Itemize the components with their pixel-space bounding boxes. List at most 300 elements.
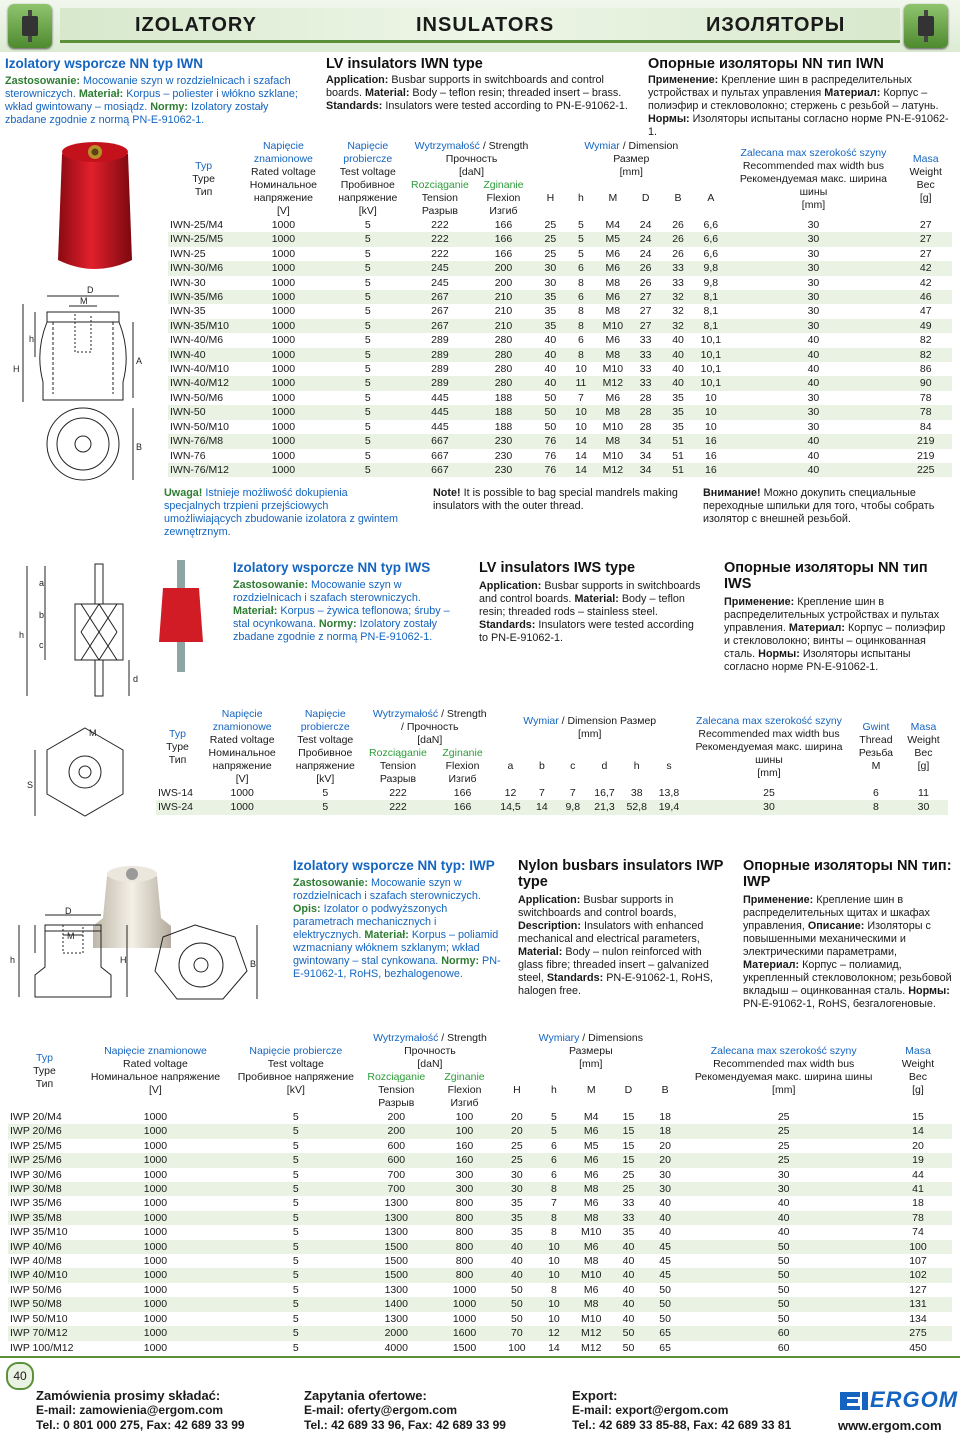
th-text: [mm] bbox=[801, 198, 826, 211]
value-cell: 166 bbox=[431, 800, 495, 814]
value-cell: M8 bbox=[572, 1211, 610, 1225]
value-cell: 35 bbox=[672, 420, 684, 433]
iws-en-desc bbox=[479, 560, 704, 645]
th-text: напряжение bbox=[253, 192, 313, 204]
label: Materiał: bbox=[364, 929, 409, 941]
text: Korpus – poliester i włókno szklane; wkład gwintowany – mosiądz. bbox=[5, 88, 298, 113]
value-cell: 24 bbox=[629, 232, 661, 246]
value-cell: 1000 bbox=[239, 376, 327, 390]
value-cell: 32 bbox=[672, 305, 684, 318]
th-text: Type bbox=[166, 740, 189, 753]
value-cell: 25 bbox=[763, 787, 775, 799]
th-text: [V] bbox=[149, 1084, 162, 1096]
table-row bbox=[8, 1312, 952, 1326]
th-dim: h bbox=[633, 760, 640, 772]
text: Корпус – полиамид, укрепленный стекловолокном; резьбовой вкладыш – оцинкованная сталь. bbox=[743, 959, 952, 997]
value-cell: M8 bbox=[572, 1182, 610, 1196]
value-cell: 230 bbox=[472, 434, 535, 448]
th-dim: H bbox=[513, 1084, 521, 1096]
value-cell: 30 bbox=[727, 319, 899, 333]
th-text: [kV] bbox=[286, 1084, 305, 1096]
svg-text:S: S bbox=[27, 780, 34, 790]
label: Zastosowanie: bbox=[293, 877, 368, 889]
value-cell: 200 bbox=[387, 1111, 406, 1123]
value-cell: 50 bbox=[511, 1312, 523, 1325]
label: Zastosowanie: bbox=[5, 75, 80, 87]
value-cell: 18 bbox=[659, 1111, 671, 1123]
th-text: Wymiar bbox=[523, 714, 559, 727]
table-row bbox=[168, 247, 952, 261]
value-cell: 5 bbox=[364, 334, 371, 347]
label: Описание: bbox=[807, 920, 865, 932]
th-text: Test voltage bbox=[339, 166, 396, 178]
value-cell: 40 bbox=[807, 334, 820, 347]
value-cell: 25 bbox=[535, 232, 566, 246]
value-cell: 51 bbox=[662, 463, 694, 477]
table-row bbox=[156, 800, 948, 814]
th-dim: B bbox=[674, 192, 682, 204]
footer-title: Export: bbox=[572, 1388, 618, 1403]
th-text: / Strength bbox=[441, 1032, 487, 1044]
value-cell: 1300 bbox=[384, 1283, 408, 1296]
value-cell: 10 bbox=[694, 405, 727, 419]
type-cell: IWP 20/M4 bbox=[10, 1111, 62, 1123]
value-cell: 42 bbox=[919, 276, 932, 289]
svg-text:A: A bbox=[136, 356, 143, 366]
value-cell: 2000 bbox=[362, 1326, 431, 1340]
value-cell: 5 bbox=[230, 1240, 362, 1254]
value-cell: 445 bbox=[408, 405, 472, 419]
value-cell: 1000 bbox=[239, 405, 327, 419]
table-row bbox=[168, 218, 952, 232]
value-cell: 32 bbox=[662, 290, 694, 304]
th-text: Recommended max width bus bbox=[742, 159, 885, 172]
type-cell: IWN-30 bbox=[170, 276, 206, 289]
th-text: Zginanie bbox=[442, 747, 483, 759]
value-cell: 74 bbox=[912, 1226, 924, 1239]
value-cell: 1000 bbox=[271, 420, 296, 433]
th-dim: D bbox=[641, 192, 650, 204]
th-text: Zalecana max szerokość szyny bbox=[710, 1045, 857, 1057]
value-cell: 1000 bbox=[199, 800, 285, 814]
value-cell: 30 bbox=[899, 800, 948, 814]
label: Normy: bbox=[150, 101, 189, 113]
value-cell: 5 bbox=[230, 1182, 362, 1196]
value-cell: 11 bbox=[566, 376, 597, 390]
th-text: [kV] bbox=[358, 205, 377, 217]
th-text: шины bbox=[755, 753, 783, 766]
label: Standards: bbox=[326, 100, 383, 112]
th-text: Zalecana max szerokość szyny bbox=[740, 146, 887, 159]
value-cell: 35 bbox=[544, 305, 557, 318]
svg-text:h: h bbox=[19, 630, 25, 640]
value-cell: 20 bbox=[511, 1111, 523, 1123]
text: Корпус – полиэфир и стекловолокно; винты – оцинкованная сталь. bbox=[724, 622, 946, 660]
iwn-technical-drawing bbox=[5, 282, 155, 482]
value-cell: 50 bbox=[511, 1283, 523, 1296]
website-link[interactable]: www.ergom.com bbox=[838, 1418, 942, 1433]
footer-email[interactable]: E-mail: export@ergom.com bbox=[572, 1403, 729, 1417]
th-text: Typ bbox=[195, 159, 213, 172]
value-cell: 289 bbox=[408, 348, 472, 362]
value-cell: 82 bbox=[919, 334, 932, 347]
type-cell: IWS-24 bbox=[156, 800, 199, 814]
value-cell: 51 bbox=[662, 434, 694, 448]
th-text: / Strength bbox=[441, 708, 487, 720]
value-cell: 50 bbox=[659, 1312, 671, 1325]
value-cell: 35 bbox=[622, 1226, 635, 1239]
type-cell: IWP 40/M10 bbox=[8, 1268, 81, 1282]
table-row bbox=[8, 1240, 952, 1254]
th-text: Рекомендуемая макс. ширина bbox=[739, 172, 887, 185]
svg-text:h: h bbox=[10, 955, 16, 965]
table-row bbox=[168, 348, 952, 362]
th-text: [mm] bbox=[757, 766, 781, 779]
footer-email[interactable]: E-mail: zamowienia@ergom.com bbox=[36, 1403, 224, 1417]
value-cell: 15 bbox=[622, 1111, 635, 1123]
label: Материал: bbox=[788, 622, 846, 634]
value-cell: 30 bbox=[659, 1168, 671, 1181]
value-cell: 800 bbox=[455, 1197, 474, 1210]
value-cell: 15 bbox=[622, 1139, 635, 1152]
value-cell: 50 bbox=[622, 1341, 635, 1354]
svg-text:H: H bbox=[13, 364, 20, 374]
th-text: [V] bbox=[276, 205, 290, 217]
value-cell: 7 bbox=[551, 1197, 557, 1210]
value-cell: 40 bbox=[727, 348, 899, 362]
value-cell: 1000 bbox=[239, 261, 327, 275]
value-cell: M6 bbox=[572, 1124, 610, 1138]
table-row bbox=[156, 786, 948, 800]
value-cell: 1000 bbox=[81, 1240, 230, 1254]
value-cell: 245 bbox=[408, 261, 472, 275]
value-cell: 1000 bbox=[81, 1297, 230, 1311]
value-cell: M6 bbox=[583, 1283, 599, 1296]
text: Крепление шин в распределительных устройствах и пультах управления bbox=[648, 74, 912, 99]
label: Standards: bbox=[479, 619, 536, 631]
value-cell: 6 bbox=[551, 1139, 557, 1152]
value-cell: 30 bbox=[683, 1182, 883, 1196]
value-cell: 34 bbox=[639, 449, 652, 462]
value-cell: 16 bbox=[694, 463, 727, 477]
value-cell: 222 bbox=[389, 787, 407, 799]
type-cell: IWN-76/M12 bbox=[168, 463, 239, 477]
value-cell: 1300 bbox=[384, 1197, 408, 1210]
type-cell: IWN-35/M10 bbox=[168, 319, 239, 333]
svg-text:H: H bbox=[120, 955, 127, 965]
value-cell: 5 bbox=[322, 787, 329, 799]
th-text: Typ bbox=[36, 1051, 53, 1064]
value-cell: 1000 bbox=[143, 1312, 168, 1325]
value-cell: 20 bbox=[912, 1139, 924, 1152]
table-row bbox=[8, 1196, 952, 1210]
value-cell: 5 bbox=[292, 1255, 299, 1268]
svg-text:c: c bbox=[39, 640, 44, 650]
value-cell: 5 bbox=[364, 305, 371, 318]
header-title-ru: ИЗОЛЯТОРЫ bbox=[706, 14, 846, 36]
th-text: Прочность bbox=[404, 1045, 456, 1057]
value-cell: 27 bbox=[629, 290, 661, 304]
type-cell: IWP 30/M6 bbox=[10, 1168, 62, 1181]
value-cell: 25 bbox=[683, 1124, 883, 1138]
label: Application: bbox=[518, 894, 581, 906]
value-cell: 5 bbox=[328, 405, 408, 419]
value-cell: 6 bbox=[578, 334, 584, 347]
th-text: Wytrzymałość bbox=[373, 1032, 439, 1044]
value-cell: 230 bbox=[472, 463, 535, 477]
th-dim: h bbox=[551, 1084, 557, 1096]
th-dim: a bbox=[507, 760, 514, 772]
value-cell: 107 bbox=[909, 1255, 927, 1268]
value-cell: 78 bbox=[899, 405, 952, 419]
table-row bbox=[168, 449, 952, 463]
value-cell: 35 bbox=[498, 1211, 535, 1225]
text: It is possible to bag special mandrels making insulators with the outer thread. bbox=[433, 487, 678, 512]
value-cell: 5 bbox=[292, 1111, 299, 1123]
value-cell: 5 bbox=[578, 247, 584, 260]
value-cell: M8 bbox=[583, 1255, 599, 1268]
value-cell: 210 bbox=[494, 305, 513, 318]
th-text: Weight bbox=[909, 166, 942, 178]
value-cell: 1000 bbox=[143, 1283, 168, 1296]
table-row bbox=[8, 1124, 952, 1138]
value-cell: 30 bbox=[807, 391, 820, 404]
svg-text:M: M bbox=[67, 931, 75, 941]
value-cell: 445 bbox=[431, 420, 449, 433]
th-text: Napięcie bbox=[304, 708, 346, 720]
iwp-pl-desc bbox=[293, 858, 503, 981]
value-cell: 6,6 bbox=[703, 219, 719, 231]
value-cell: 78 bbox=[919, 391, 932, 404]
value-cell: 19 bbox=[884, 1153, 952, 1167]
th-text: Masa bbox=[910, 721, 937, 733]
value-cell: 14 bbox=[566, 463, 597, 477]
type-cell: IWP 30/M8 bbox=[8, 1182, 81, 1196]
value-cell: 25 bbox=[777, 1111, 790, 1123]
value-cell: 40 bbox=[622, 1283, 635, 1296]
value-cell: 8 bbox=[853, 800, 899, 814]
value-cell: 14 bbox=[575, 449, 587, 462]
value-cell: 20 bbox=[659, 1139, 671, 1152]
value-cell: 40 bbox=[662, 348, 694, 362]
value-cell: 1000 bbox=[431, 1297, 498, 1311]
th-text: probiercze bbox=[343, 153, 393, 165]
th-text: [daN] bbox=[458, 166, 485, 178]
value-cell: 40 bbox=[610, 1240, 647, 1254]
svg-text:d: d bbox=[133, 674, 139, 684]
value-cell: 245 bbox=[431, 276, 449, 289]
value-cell: 5 bbox=[230, 1326, 362, 1340]
text: Изоляторы с повышенными механическими и электрическими параметрами, bbox=[743, 920, 931, 958]
th-text: Napięcie znamionowe bbox=[104, 1045, 207, 1057]
value-cell: 10 bbox=[705, 420, 717, 433]
th-text: Tension bbox=[378, 1084, 415, 1096]
svg-text:h: h bbox=[29, 334, 35, 344]
value-cell: 76 bbox=[535, 434, 566, 448]
value-cell: 267 bbox=[408, 290, 472, 304]
ergom-brand: ERGOM bbox=[870, 1387, 959, 1412]
value-cell: 24 bbox=[639, 219, 652, 231]
value-cell: 34 bbox=[629, 434, 661, 448]
svg-text:M: M bbox=[80, 296, 88, 306]
label: Внимание! bbox=[703, 487, 761, 499]
th-text: Zginanie bbox=[483, 179, 524, 191]
table-row bbox=[168, 362, 952, 376]
value-cell: 1000 bbox=[81, 1153, 230, 1167]
value-cell: 33 bbox=[610, 1211, 647, 1225]
th-text: напряжение bbox=[295, 760, 355, 772]
value-cell: 10 bbox=[575, 363, 587, 376]
value-cell: 25 bbox=[498, 1153, 535, 1167]
value-cell: 26 bbox=[672, 219, 684, 231]
th-text: [kV] bbox=[316, 773, 335, 785]
footer-email[interactable]: E-mail: oferty@ergom.com bbox=[304, 1403, 458, 1417]
type-cell: IWN-30/M6 bbox=[168, 261, 239, 275]
svg-text:b: b bbox=[39, 610, 45, 620]
value-cell: 40 bbox=[659, 1226, 671, 1239]
value-cell: 1500 bbox=[384, 1255, 408, 1268]
value-cell: 26 bbox=[639, 276, 652, 289]
value-cell: 14 bbox=[884, 1124, 952, 1138]
value-cell: M10 bbox=[602, 363, 624, 376]
value-cell: 40 bbox=[727, 434, 899, 448]
value-cell: 166 bbox=[494, 247, 513, 260]
value-cell: 230 bbox=[494, 449, 513, 462]
text: Izolator o podwyższonych parametrach mechanicznych i elektrycznych. bbox=[293, 903, 448, 941]
value-cell: 667 bbox=[408, 463, 472, 477]
value-cell: 222 bbox=[365, 800, 431, 814]
value-cell: 1000 bbox=[271, 247, 296, 260]
value-cell: 188 bbox=[494, 420, 513, 433]
value-cell: 9,8 bbox=[557, 800, 588, 814]
value-cell: 5 bbox=[536, 1124, 573, 1138]
th-text: Gwint bbox=[862, 721, 890, 733]
value-cell: 25 bbox=[610, 1182, 647, 1196]
value-cell: 45 bbox=[647, 1268, 684, 1282]
value-cell: 222 bbox=[431, 219, 449, 231]
th-text: [daN] bbox=[417, 1058, 443, 1070]
value-cell: M5 bbox=[583, 1139, 599, 1152]
th-text: Weight bbox=[901, 1058, 935, 1070]
value-cell: 45 bbox=[659, 1255, 671, 1268]
table-row bbox=[168, 434, 952, 448]
value-cell: 1000 bbox=[271, 305, 296, 318]
iwn-en-title: LV insulators IWN type bbox=[326, 56, 483, 72]
th-text: Размер bbox=[613, 153, 650, 165]
value-cell: M10 bbox=[572, 1268, 610, 1282]
value-cell: 5 bbox=[364, 247, 371, 260]
table-row bbox=[168, 319, 952, 333]
label: Note! bbox=[433, 487, 461, 499]
value-cell: M10 bbox=[580, 1312, 602, 1325]
value-cell: 30 bbox=[498, 1182, 535, 1196]
value-cell: 40 bbox=[672, 363, 684, 376]
iwn-ru-title: Опорные изоляторы NN тип IWN bbox=[648, 56, 884, 72]
svg-text:M: M bbox=[89, 728, 97, 738]
type-cell: IWP 50/M8 bbox=[8, 1297, 81, 1311]
th-text: Zalecana max szerokość szyny bbox=[696, 714, 842, 727]
label: Normy: bbox=[441, 955, 480, 967]
value-cell: 267 bbox=[431, 305, 449, 318]
insulator-logo-icon bbox=[8, 4, 52, 48]
value-cell: 65 bbox=[647, 1326, 684, 1340]
value-cell: M8 bbox=[596, 434, 629, 448]
value-cell: 131 bbox=[884, 1297, 952, 1311]
type-cell: IWP 25/M5 bbox=[10, 1139, 62, 1152]
value-cell: 14 bbox=[527, 800, 558, 814]
value-cell: M12 bbox=[596, 463, 629, 477]
value-cell: M6 bbox=[605, 391, 621, 404]
th-text: [g] bbox=[919, 192, 932, 204]
value-cell: 35 bbox=[535, 319, 566, 333]
value-cell: 11 bbox=[918, 787, 929, 799]
value-cell: 1500 bbox=[452, 1341, 477, 1354]
value-cell: 50 bbox=[777, 1283, 790, 1296]
label: Description: bbox=[518, 920, 581, 932]
value-cell: 30 bbox=[647, 1182, 684, 1196]
th-text: Пробивное bbox=[298, 747, 353, 759]
iwn-note-en bbox=[433, 487, 683, 513]
type-cell: IWP 20/M6 bbox=[8, 1124, 81, 1138]
th-text: Masa bbox=[905, 1045, 931, 1057]
value-cell: 42 bbox=[899, 261, 952, 275]
value-cell: 1300 bbox=[362, 1211, 431, 1225]
value-cell: 25 bbox=[544, 219, 557, 231]
value-cell: 90 bbox=[899, 376, 952, 390]
value-cell: 52,8 bbox=[621, 800, 653, 814]
th-text: Rozciąganie bbox=[369, 747, 427, 759]
value-cell: 27 bbox=[919, 219, 932, 231]
value-cell: 40 bbox=[622, 1255, 635, 1268]
value-cell: M12 bbox=[580, 1341, 602, 1354]
th-text: Recommended max width bus bbox=[698, 727, 840, 740]
value-cell: 1000 bbox=[452, 1312, 477, 1325]
label: Materiał: bbox=[78, 88, 124, 100]
value-cell: 40 bbox=[727, 463, 899, 477]
th-text: Вес bbox=[908, 1071, 927, 1083]
value-cell: 5 bbox=[292, 1226, 299, 1239]
th-text: Тип bbox=[168, 753, 187, 766]
value-cell: 280 bbox=[494, 334, 513, 347]
th-text: напряжение bbox=[212, 760, 272, 772]
th-text: Номинальное bbox=[208, 747, 276, 759]
type-cell: IWN-50/M6 bbox=[170, 391, 224, 404]
value-cell: 7 bbox=[538, 787, 545, 799]
value-cell: 14 bbox=[566, 434, 597, 448]
label: Zastosowanie: bbox=[233, 579, 308, 591]
value-cell: 1000 bbox=[271, 391, 296, 404]
value-cell: 7 bbox=[569, 787, 576, 799]
iwn-note-pl bbox=[164, 487, 404, 539]
th-text: Пробивное напряжение bbox=[237, 1071, 354, 1083]
type-cell: IWN-76/M8 bbox=[168, 434, 239, 448]
th-text: Разрыв bbox=[378, 1097, 415, 1109]
th-dim: M bbox=[608, 192, 618, 204]
th-text: Rozciąganie bbox=[411, 179, 469, 191]
value-cell: 35 bbox=[511, 1197, 523, 1210]
value-cell: M6 bbox=[605, 334, 621, 347]
table-row bbox=[168, 232, 952, 246]
th-text: Wytrzymałość bbox=[372, 708, 439, 720]
value-cell: M10 bbox=[602, 449, 624, 462]
value-cell: 10,1 bbox=[694, 348, 727, 362]
value-cell: 33 bbox=[622, 1197, 635, 1210]
th-dim: D bbox=[624, 1084, 633, 1096]
value-cell: 20 bbox=[647, 1153, 684, 1167]
th-text: Номинальное напряжение bbox=[90, 1071, 221, 1083]
value-cell: 8 bbox=[578, 276, 584, 289]
value-cell: 1000 bbox=[271, 219, 296, 231]
